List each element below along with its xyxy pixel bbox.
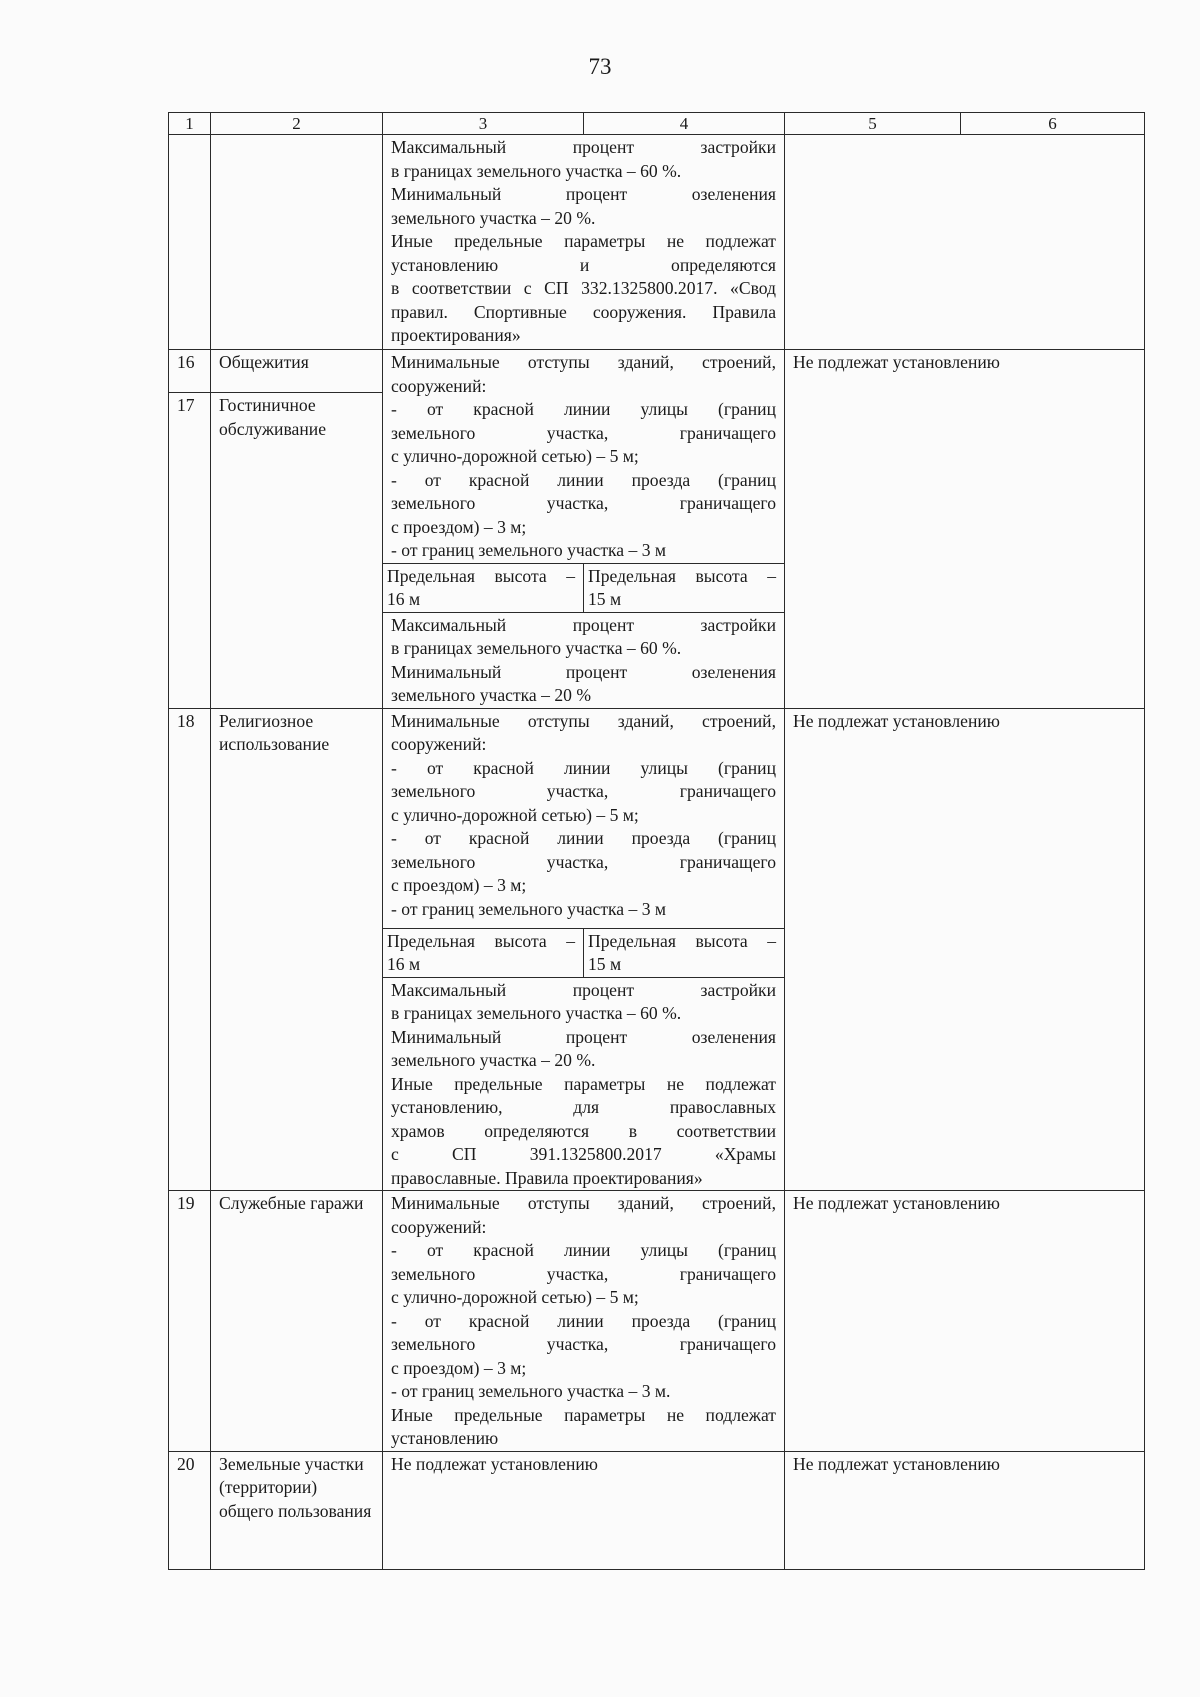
coverage-cell: [383, 977, 785, 1191]
height-cell-right: [584, 928, 785, 977]
text-line: в границах земельного участка – 60 %.: [391, 1003, 682, 1023]
page-number: 73: [588, 54, 612, 79]
text-line: земельного участка, граничащего: [391, 493, 776, 513]
regulations-table: [168, 112, 1145, 1570]
use-name: Общежития: [211, 350, 383, 393]
col56-cell: Не подлежат установлению: [785, 708, 1145, 1191]
text-line: Минимальные отступы зданий, строений,: [391, 352, 776, 372]
table-row-20: [169, 1451, 1145, 1569]
text-line: с улично-дорожной сетью) – 5 м;: [391, 804, 639, 825]
text-line: Предельная высота –: [588, 930, 776, 951]
row-number: 16: [169, 350, 211, 393]
text-line: Иные предельные параметры не подлежат: [391, 231, 776, 251]
text-line: Предельная высота –: [588, 565, 776, 586]
text-line: 16 м: [387, 954, 421, 974]
row-number: 18: [169, 708, 211, 1191]
col56-cell: Не подлежат установлению: [785, 1451, 1145, 1569]
col56-cell: Не подлежат установлению: [785, 1191, 1145, 1452]
text-line: в границах земельного участка – 60 %.: [391, 160, 682, 181]
text-line: - от границ земельного участка – 3 м.: [391, 1381, 671, 1401]
row-number: 17: [169, 393, 211, 709]
height-cell-left: [383, 563, 584, 612]
text-line: земельного участка, граничащего: [391, 1263, 776, 1284]
text-line: земельного участка, граничащего: [391, 851, 776, 872]
text-line: сооружений:: [391, 734, 487, 754]
setbacks-cell: [383, 350, 785, 564]
params-cell: [383, 1191, 785, 1452]
text-line: установлению: [391, 1428, 499, 1448]
text-line: правил. Спортивные сооружения. Правила: [391, 301, 776, 322]
text-line: - от красной линии проезда (границ: [391, 469, 776, 490]
text-line: Иные предельные параметры не подлежат: [391, 1073, 776, 1094]
text-line: 16 м: [387, 589, 421, 609]
text-line: земельного участка, граничащего: [391, 1334, 776, 1354]
text-line: с проездом) – 3 м;: [391, 875, 527, 895]
text-line: - от границ земельного участка – 3 м: [391, 540, 667, 560]
name-cell-empty: [211, 135, 383, 350]
num-cell-empty: [169, 135, 211, 350]
text-line: Максимальный процент застройки: [391, 979, 776, 1000]
use-name: Религиозное использование: [211, 708, 383, 1191]
text-line: 15 м: [588, 954, 622, 974]
text-line: Максимальный процент застройки: [391, 137, 776, 157]
text-line: - от красной линии улицы (границ: [391, 1240, 776, 1260]
text-line: в соответствии с СП 332.1325800.2017. «Свод: [391, 278, 776, 298]
use-name: Служебные гаражи: [211, 1191, 383, 1452]
header-cell-1: 1: [169, 113, 211, 135]
text-line: Минимальный процент озеленения: [391, 1026, 776, 1047]
text-line: - от красной линии проезда (границ: [391, 1310, 776, 1331]
text-line: Предельная высота –: [387, 565, 575, 586]
use-name: Земельные участки (территории) общего пользования: [211, 1451, 383, 1569]
table-row-16: [169, 350, 1145, 393]
height-cell-right: [584, 563, 785, 612]
table-row-18: [169, 708, 1145, 928]
text-line: в границах земельного участка – 60 %.: [391, 638, 682, 658]
text-line: - от красной линии проезда (границ: [391, 828, 776, 848]
text-line: Иные предельные параметры не подлежат: [391, 1404, 776, 1425]
text-line: 15 м: [588, 589, 622, 609]
header-cell-6: 6: [961, 113, 1145, 135]
text-line: земельного участка – 20 %.: [391, 207, 596, 228]
text-line: - от границ земельного участка – 3 м: [391, 898, 667, 919]
text-line: сооружений:: [391, 1216, 487, 1237]
use-name: Гостиничное обслуживание: [211, 393, 383, 709]
text-line: установлению и определяются: [391, 254, 776, 275]
setbacks-cell: [383, 708, 785, 928]
text-line: православные. Правила проектирования»: [391, 1167, 703, 1188]
text-line: Минимальный процент озеленения: [391, 661, 776, 682]
text-line: земельного участка – 20 %: [391, 685, 591, 705]
height-cell-left: [383, 928, 584, 977]
text-line: с проездом) – 3 м;: [391, 516, 527, 537]
header-cell-5: 5: [785, 113, 961, 135]
text-line: с проездом) – 3 м;: [391, 1357, 527, 1378]
text-line: проектирования»: [391, 325, 521, 345]
params-cell: [383, 135, 785, 350]
row-number: 19: [169, 1191, 211, 1452]
text-line: земельного участка, граничащего: [391, 781, 776, 801]
text-line: установлению, для православных: [391, 1097, 776, 1117]
header-row: [169, 113, 1145, 135]
text-line: с улично-дорожной сетью) – 5 м;: [391, 1287, 639, 1307]
text-line: - от красной линии улицы (границ: [391, 757, 776, 778]
header-cell-4: 4: [584, 113, 785, 135]
params-cell: Не подлежат установлению: [383, 1451, 785, 1569]
text-line: Минимальный процент озеленения: [391, 184, 776, 204]
text-line: земельного участка – 20 %.: [391, 1050, 596, 1070]
text-line: Максимальный процент застройки: [391, 614, 776, 635]
col56-cell-empty: [785, 135, 1145, 350]
row-number: 20: [169, 1451, 211, 1569]
text-line: с улично-дорожной сетью) – 5 м;: [391, 446, 639, 466]
text-line: Минимальные отступы зданий, строений,: [391, 1193, 776, 1213]
text-line: храмов определяются в соответствии: [391, 1120, 776, 1141]
col56-cell: Не подлежат установлению: [785, 350, 1145, 709]
text-line: сооружений:: [391, 375, 487, 396]
text-line: Минимальные отступы зданий, строений,: [391, 710, 776, 731]
text-line: с СП 391.1325800.2017 «Храмы: [391, 1144, 776, 1164]
coverage-cell: [383, 612, 785, 708]
text-line: земельного участка, граничащего: [391, 422, 776, 443]
table-row-19: [169, 1191, 1145, 1452]
text-line: Предельная высота –: [387, 930, 575, 951]
header-cell-3: 3: [383, 113, 584, 135]
table-row-continued: [169, 135, 1145, 350]
header-cell-2: 2: [211, 113, 383, 135]
text-line: - от красной линии улицы (границ: [391, 399, 776, 419]
